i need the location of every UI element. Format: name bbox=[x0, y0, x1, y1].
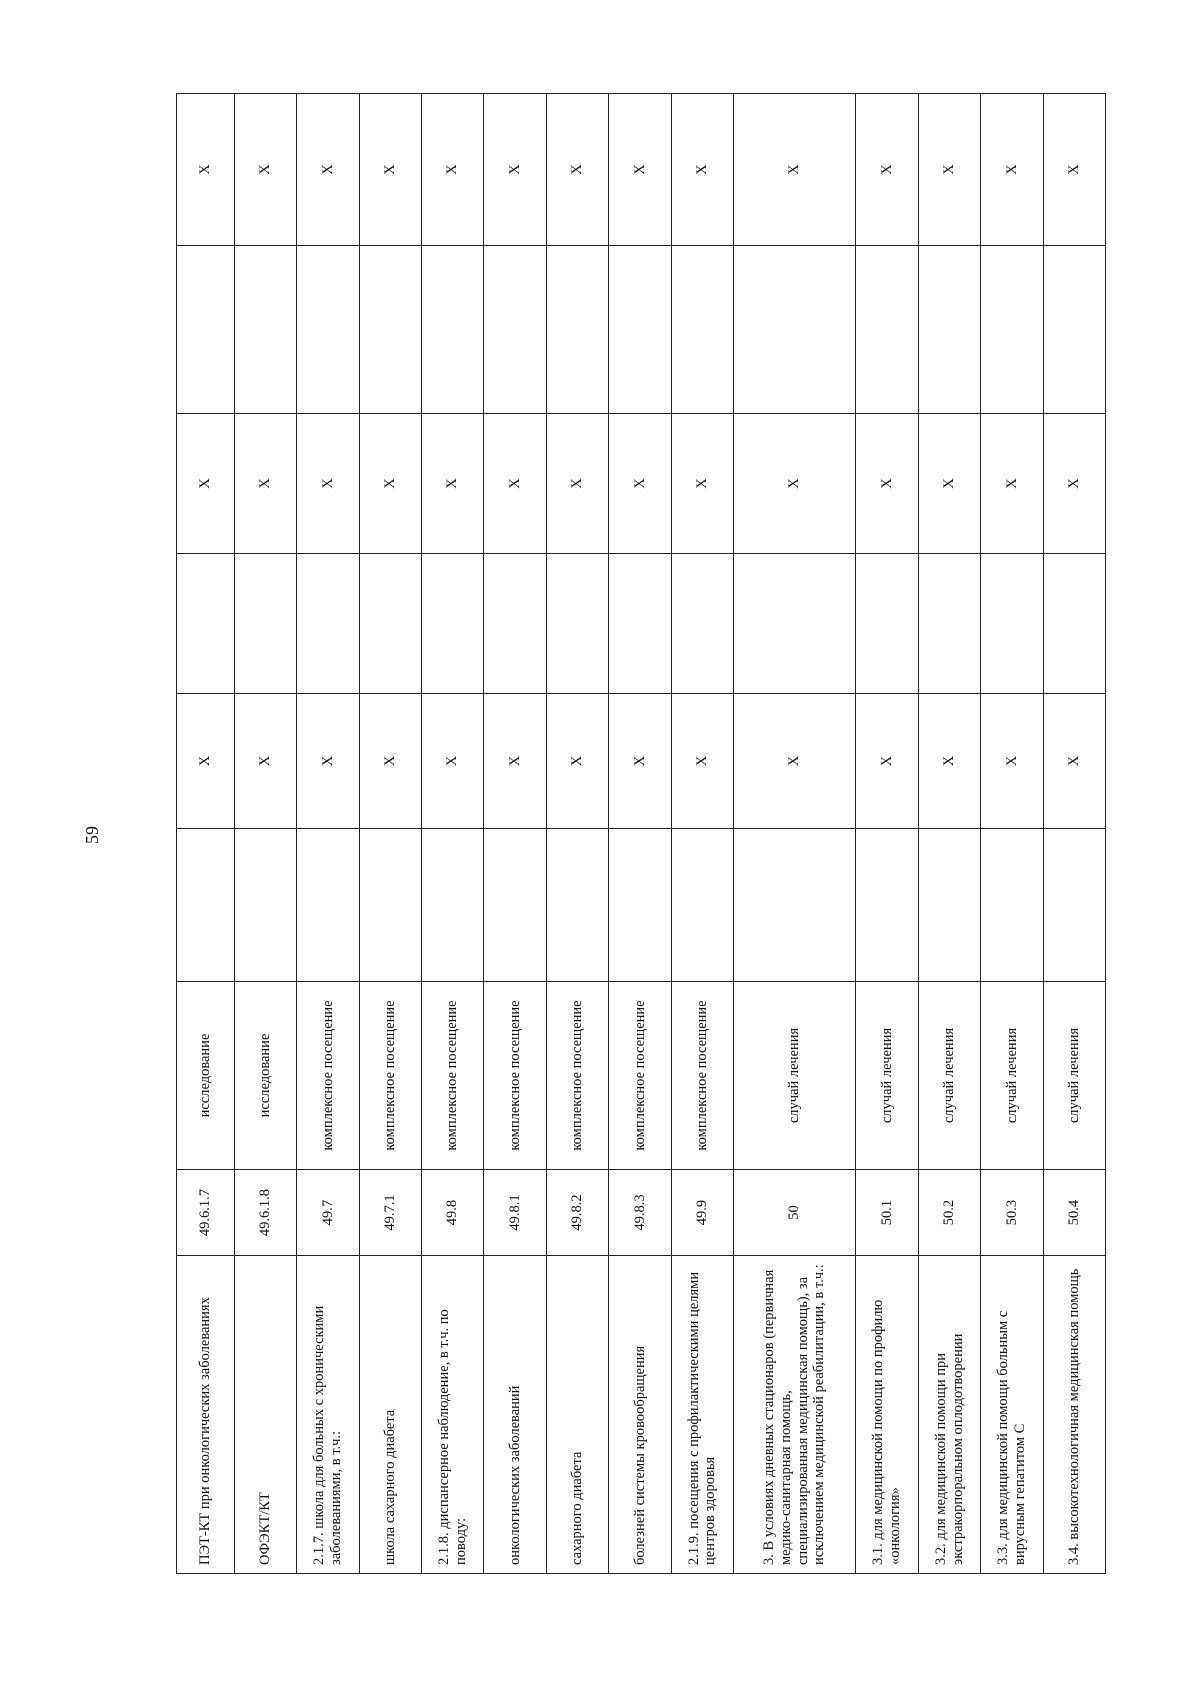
table-row bbox=[1043, 94, 1105, 1574]
x-mark-cell: X bbox=[918, 414, 980, 554]
empty-cell bbox=[546, 246, 608, 414]
empty-cell bbox=[981, 246, 1043, 414]
x-mark-cell: X bbox=[297, 94, 359, 246]
empty-cell bbox=[671, 829, 733, 982]
x-mark-cell: X bbox=[1043, 694, 1105, 829]
x-mark-cell: X bbox=[981, 694, 1043, 829]
x-mark-cell: X bbox=[234, 94, 296, 246]
x-mark-cell: X bbox=[177, 414, 235, 554]
page-number: 59 bbox=[82, 826, 102, 844]
x-mark-cell: X bbox=[359, 414, 421, 554]
row-code-cell: 50.1 bbox=[856, 1170, 918, 1256]
row-code-cell: 49.8.2 bbox=[546, 1170, 608, 1256]
table-row bbox=[177, 94, 235, 1574]
row-name-cell: ПЭТ-КТ при онкологических заболеваниях bbox=[177, 1256, 235, 1574]
empty-cell bbox=[733, 829, 856, 982]
row-name-cell: 3.2. для медицинской помощи при экстракорпоральном оплодотворении bbox=[918, 1256, 980, 1574]
empty-cell bbox=[234, 829, 296, 982]
row-name-cell: ОФЭКТ/КТ bbox=[234, 1256, 296, 1574]
empty-cell bbox=[1043, 829, 1105, 982]
empty-cell bbox=[422, 829, 484, 982]
x-mark-cell: X bbox=[359, 94, 421, 246]
row-unit-cell: комплексное посещение bbox=[671, 982, 733, 1170]
x-mark-cell: X bbox=[422, 694, 484, 829]
row-name-cell: 3.4. высокотехнологичная медицинская помощь bbox=[1043, 1256, 1105, 1574]
x-mark-cell: X bbox=[422, 94, 484, 246]
table-row bbox=[234, 94, 296, 1574]
x-mark-cell: X bbox=[918, 694, 980, 829]
x-mark-cell: X bbox=[733, 94, 856, 246]
x-mark-cell: X bbox=[671, 94, 733, 246]
empty-cell bbox=[359, 829, 421, 982]
table-row bbox=[484, 94, 546, 1574]
empty-cell bbox=[856, 554, 918, 694]
x-mark-cell: X bbox=[422, 414, 484, 554]
empty-cell bbox=[856, 829, 918, 982]
x-mark-cell: X bbox=[234, 414, 296, 554]
empty-cell bbox=[177, 246, 235, 414]
row-unit-cell: исследование bbox=[177, 982, 235, 1170]
x-mark-cell: X bbox=[484, 694, 546, 829]
table-row bbox=[609, 94, 671, 1574]
row-unit-cell: комплексное посещение bbox=[297, 982, 359, 1170]
x-mark-cell: X bbox=[546, 94, 608, 246]
table-row bbox=[733, 94, 856, 1574]
x-mark-cell: X bbox=[856, 694, 918, 829]
row-code-cell: 49.6.1.8 bbox=[234, 1170, 296, 1256]
row-name-cell: 2.1.8. диспансерное наблюдение, в т.ч. по поводу: bbox=[422, 1256, 484, 1574]
x-mark-cell: X bbox=[918, 94, 980, 246]
x-mark-cell: X bbox=[484, 414, 546, 554]
row-name-cell: онкологических заболеваний bbox=[484, 1256, 546, 1574]
empty-cell bbox=[177, 829, 235, 982]
row-name-cell: сахарного диабета bbox=[546, 1256, 608, 1574]
empty-cell bbox=[546, 554, 608, 694]
row-code-cell: 49.8 bbox=[422, 1170, 484, 1256]
data-table bbox=[176, 93, 1106, 1574]
empty-cell bbox=[609, 554, 671, 694]
empty-cell bbox=[918, 829, 980, 982]
empty-cell bbox=[297, 554, 359, 694]
empty-cell bbox=[359, 246, 421, 414]
empty-cell bbox=[671, 554, 733, 694]
x-mark-cell: X bbox=[981, 94, 1043, 246]
x-mark-cell: X bbox=[177, 94, 235, 246]
x-mark-cell: X bbox=[609, 694, 671, 829]
empty-cell bbox=[856, 246, 918, 414]
row-unit-cell: комплексное посещение bbox=[484, 982, 546, 1170]
empty-cell bbox=[546, 829, 608, 982]
empty-cell bbox=[422, 554, 484, 694]
x-mark-cell: X bbox=[546, 414, 608, 554]
row-name-cell: 3.3. для медицинской помощи больным с вирусным гепатитом С bbox=[981, 1256, 1043, 1574]
x-mark-cell: X bbox=[359, 694, 421, 829]
row-unit-cell: комплексное посещение bbox=[359, 982, 421, 1170]
x-mark-cell: X bbox=[733, 694, 856, 829]
row-unit-cell: исследование bbox=[234, 982, 296, 1170]
row-code-cell: 50.4 bbox=[1043, 1170, 1105, 1256]
empty-cell bbox=[671, 246, 733, 414]
row-unit-cell: случай лечения bbox=[918, 982, 980, 1170]
empty-cell bbox=[297, 829, 359, 982]
row-code-cell: 50 bbox=[733, 1170, 856, 1256]
row-code-cell: 49.7.1 bbox=[359, 1170, 421, 1256]
row-code-cell: 49.6.1.7 bbox=[177, 1170, 235, 1256]
x-mark-cell: X bbox=[609, 414, 671, 554]
empty-cell bbox=[1043, 246, 1105, 414]
empty-cell bbox=[981, 829, 1043, 982]
empty-cell bbox=[733, 246, 856, 414]
empty-cell bbox=[484, 554, 546, 694]
x-mark-cell: X bbox=[297, 414, 359, 554]
x-mark-cell: X bbox=[981, 414, 1043, 554]
row-code-cell: 49.7 bbox=[297, 1170, 359, 1256]
table-row bbox=[297, 94, 359, 1574]
x-mark-cell: X bbox=[234, 694, 296, 829]
table-row bbox=[981, 94, 1043, 1574]
row-name-cell: 3.1. для медицинской помощи по профилю «онкология» bbox=[856, 1256, 918, 1574]
table-row bbox=[422, 94, 484, 1574]
empty-cell bbox=[609, 829, 671, 982]
x-mark-cell: X bbox=[1043, 414, 1105, 554]
row-unit-cell: комплексное посещение bbox=[546, 982, 608, 1170]
x-mark-cell: X bbox=[177, 694, 235, 829]
row-name-cell: болезней системы кровообращения bbox=[609, 1256, 671, 1574]
x-mark-cell: X bbox=[671, 694, 733, 829]
row-code-cell: 49.8.1 bbox=[484, 1170, 546, 1256]
empty-cell bbox=[1043, 554, 1105, 694]
row-unit-cell: случай лечения bbox=[856, 982, 918, 1170]
row-code-cell: 50.3 bbox=[981, 1170, 1043, 1256]
row-name-cell: 2.1.9. посещения с профилактическими целями центров здоровья bbox=[671, 1256, 733, 1574]
x-mark-cell: X bbox=[856, 414, 918, 554]
empty-cell bbox=[422, 246, 484, 414]
empty-cell bbox=[234, 246, 296, 414]
x-mark-cell: X bbox=[484, 94, 546, 246]
table-row bbox=[918, 94, 980, 1574]
row-code-cell: 49.8.3 bbox=[609, 1170, 671, 1256]
row-name-cell: 2.1.7. школа для больных с хроническими заболеваниями, в т.ч.: bbox=[297, 1256, 359, 1574]
table-row bbox=[671, 94, 733, 1574]
empty-cell bbox=[918, 246, 980, 414]
empty-cell bbox=[177, 554, 235, 694]
empty-cell bbox=[918, 554, 980, 694]
rotated-table-container bbox=[176, 94, 1106, 1574]
row-unit-cell: комплексное посещение bbox=[609, 982, 671, 1170]
table-row bbox=[856, 94, 918, 1574]
row-unit-cell: случай лечения bbox=[733, 982, 856, 1170]
empty-cell bbox=[484, 246, 546, 414]
row-code-cell: 49.9 bbox=[671, 1170, 733, 1256]
empty-cell bbox=[733, 554, 856, 694]
x-mark-cell: X bbox=[671, 414, 733, 554]
row-name-cell: 3. В условиях дневных стационаров (первичная медико-санитарная помощь, специализированная медицинская помощь), за исключением медицинской реабилитации, в т.ч.: bbox=[733, 1256, 856, 1574]
row-unit-cell: случай лечения bbox=[981, 982, 1043, 1170]
row-code-cell: 50.2 bbox=[918, 1170, 980, 1256]
row-unit-cell: комплексное посещение bbox=[422, 982, 484, 1170]
x-mark-cell: X bbox=[609, 94, 671, 246]
empty-cell bbox=[981, 554, 1043, 694]
empty-cell bbox=[297, 246, 359, 414]
row-name-cell: школа сахарного диабета bbox=[359, 1256, 421, 1574]
row-unit-cell: случай лечения bbox=[1043, 982, 1105, 1170]
empty-cell bbox=[609, 246, 671, 414]
x-mark-cell: X bbox=[856, 94, 918, 246]
empty-cell bbox=[234, 554, 296, 694]
table-row bbox=[546, 94, 608, 1574]
empty-cell bbox=[484, 829, 546, 982]
x-mark-cell: X bbox=[546, 694, 608, 829]
x-mark-cell: X bbox=[733, 414, 856, 554]
empty-cell bbox=[359, 554, 421, 694]
x-mark-cell: X bbox=[1043, 94, 1105, 246]
table-row bbox=[359, 94, 421, 1574]
x-mark-cell: X bbox=[297, 694, 359, 829]
